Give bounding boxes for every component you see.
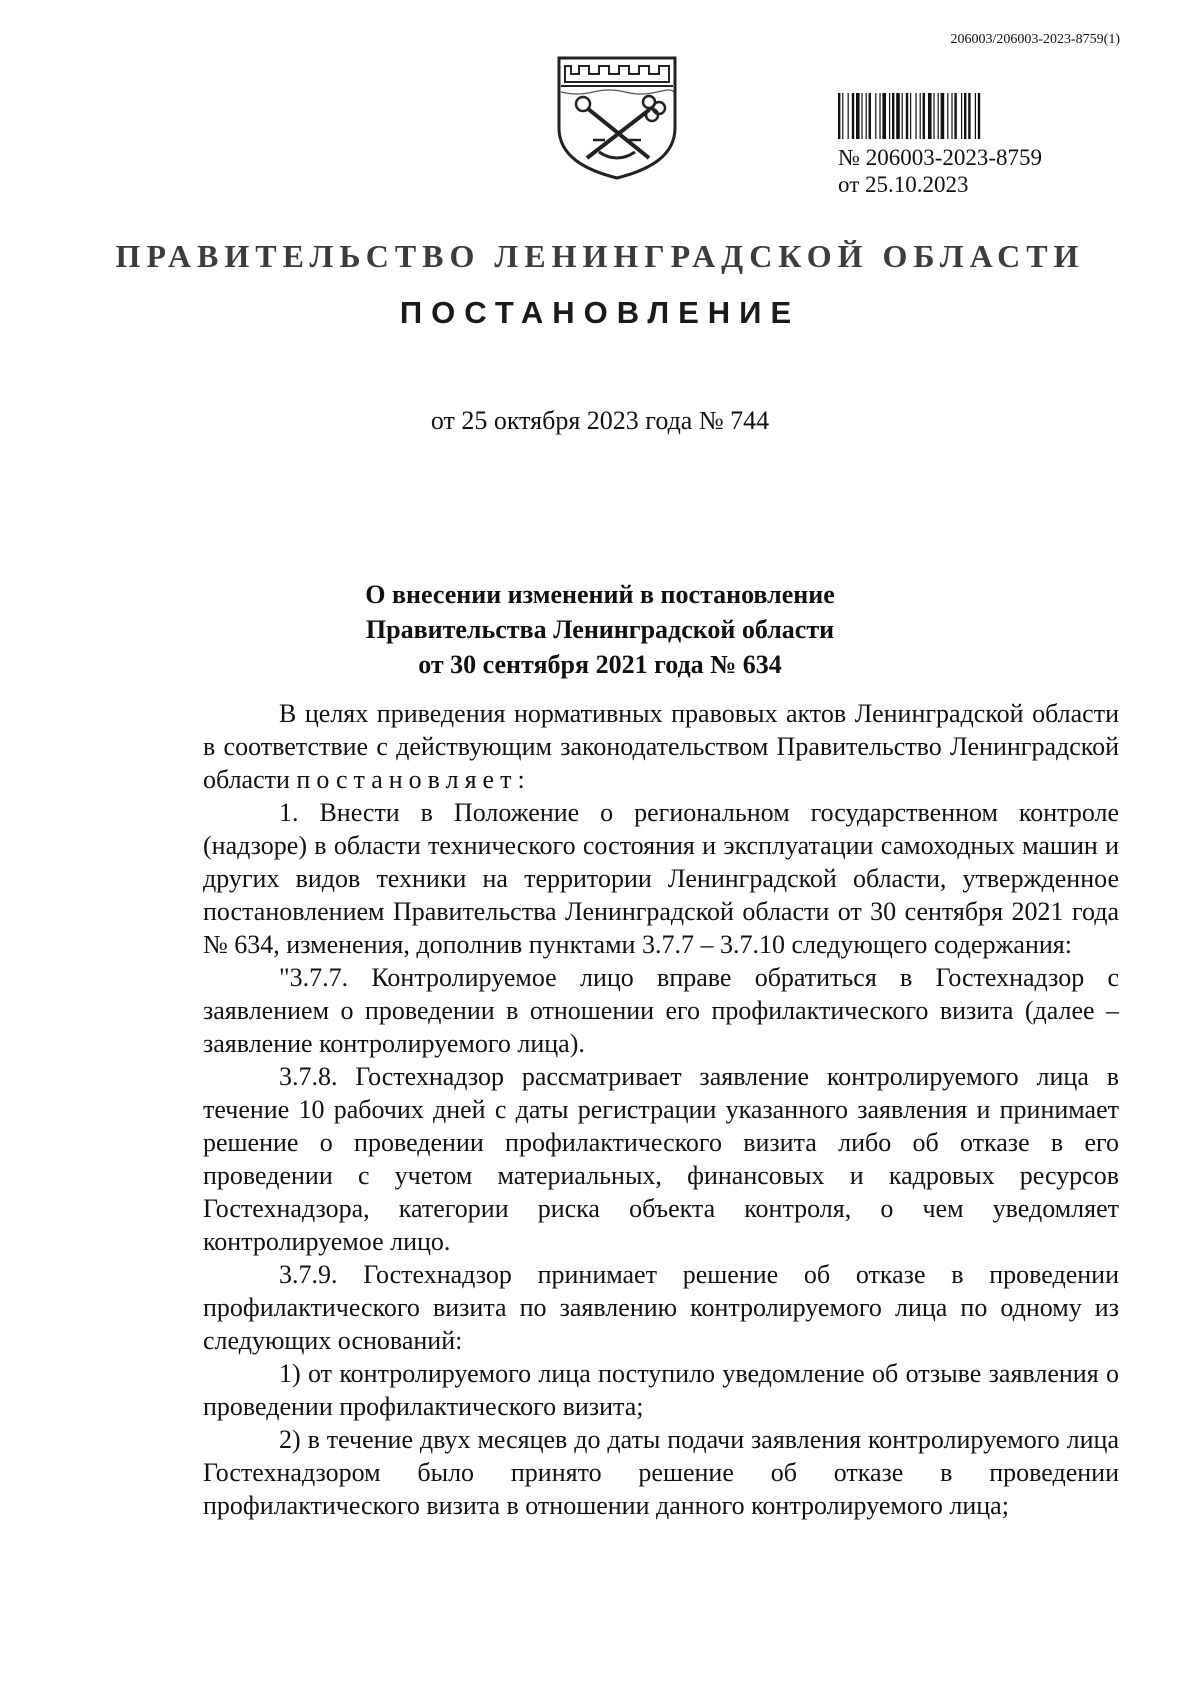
preamble-paragraph	[203, 697, 1119, 796]
body-paragraph: 3.7.9. Гостехнадзор принимает решение об отказе в проведении профилактического визита по заявлению контролируемого лица по одному из следующих оснований:	[203, 1260, 1119, 1355]
document-type: ПОСТАНОВЛЕНИЕ	[399, 295, 801, 330]
organization-title: ПРАВИТЕЛЬСТВО ЛЕНИНГРАДСКОЙ ОБЛАСТИ	[115, 238, 1085, 274]
page-reference-number: 206003/206003-2023-8759(1)	[950, 32, 1120, 47]
decree-subject	[0, 577, 1200, 682]
body-paragraph: 1) от контролируемого лица поступило уведомление об отзыве заявления о проведении профилактического визита;	[203, 1359, 1119, 1421]
barcode-icon	[838, 93, 1102, 139]
subject-line: от 30 сентября 2021 года № 634	[418, 650, 782, 679]
decree-date-number: от 25 октября 2023 года № 744	[430, 406, 770, 435]
document-body	[203, 697, 1119, 1522]
coat-of-arms-emblem	[553, 52, 681, 182]
registration-date: от 25.10.2023	[838, 172, 969, 197]
registration-block	[838, 93, 1128, 198]
resolves-word: постановляет	[296, 765, 518, 794]
registration-number: № 206003-2023-8759	[838, 145, 1043, 170]
body-paragraph: "3.7.7. Контролируемое лицо вправе обратиться в Гостехнадзор с заявлением о проведении в отношении его профилактического визита (далее – заявление контролируемого лица).	[203, 963, 1119, 1058]
body-paragraph: 2) в течение двух месяцев до даты подачи заявления контролируемого лица Гостехнадзором было принято решение об отказе в проведении профилактического визита в отношении данного контролируемого лица;	[203, 1425, 1119, 1520]
preamble-text: В целях приведения нормативных правовых актов Ленинградской области в соответствие с действующим законодательством Правительство Ленинградской области	[203, 699, 1119, 794]
body-paragraph: 3.7.8. Гостехнадзор рассматривает заявление контролируемого лица в течение 10 рабочих дней с даты регистрации указанного заявления и принимает решение о проведении профилактического визита либо об отказе в его проведении с учетом материальных, финансовых и кадровых ресурсов Гостехнадзора, категории риска объекта контроля, о чем уведомляет контролируемое лицо.	[203, 1062, 1119, 1256]
subject-line: Правительства Ленинградской области	[365, 615, 835, 644]
preamble-colon: :	[517, 765, 525, 794]
subject-line: О внесении изменений в постановление	[365, 580, 835, 609]
body-paragraph: 1. Внести в Положение о региональном государственном контроле (надзоре) в области технического состояния и эксплуатации самоходных машин и других видов техники на территории Ленинградской области, утвержденное постановлением Правительства Ленинградской области от 30 сентября 2021 года № 634, изменения, дополнив пунктами 3.7.7 – 3.7.10 следующего содержания:	[203, 798, 1119, 959]
